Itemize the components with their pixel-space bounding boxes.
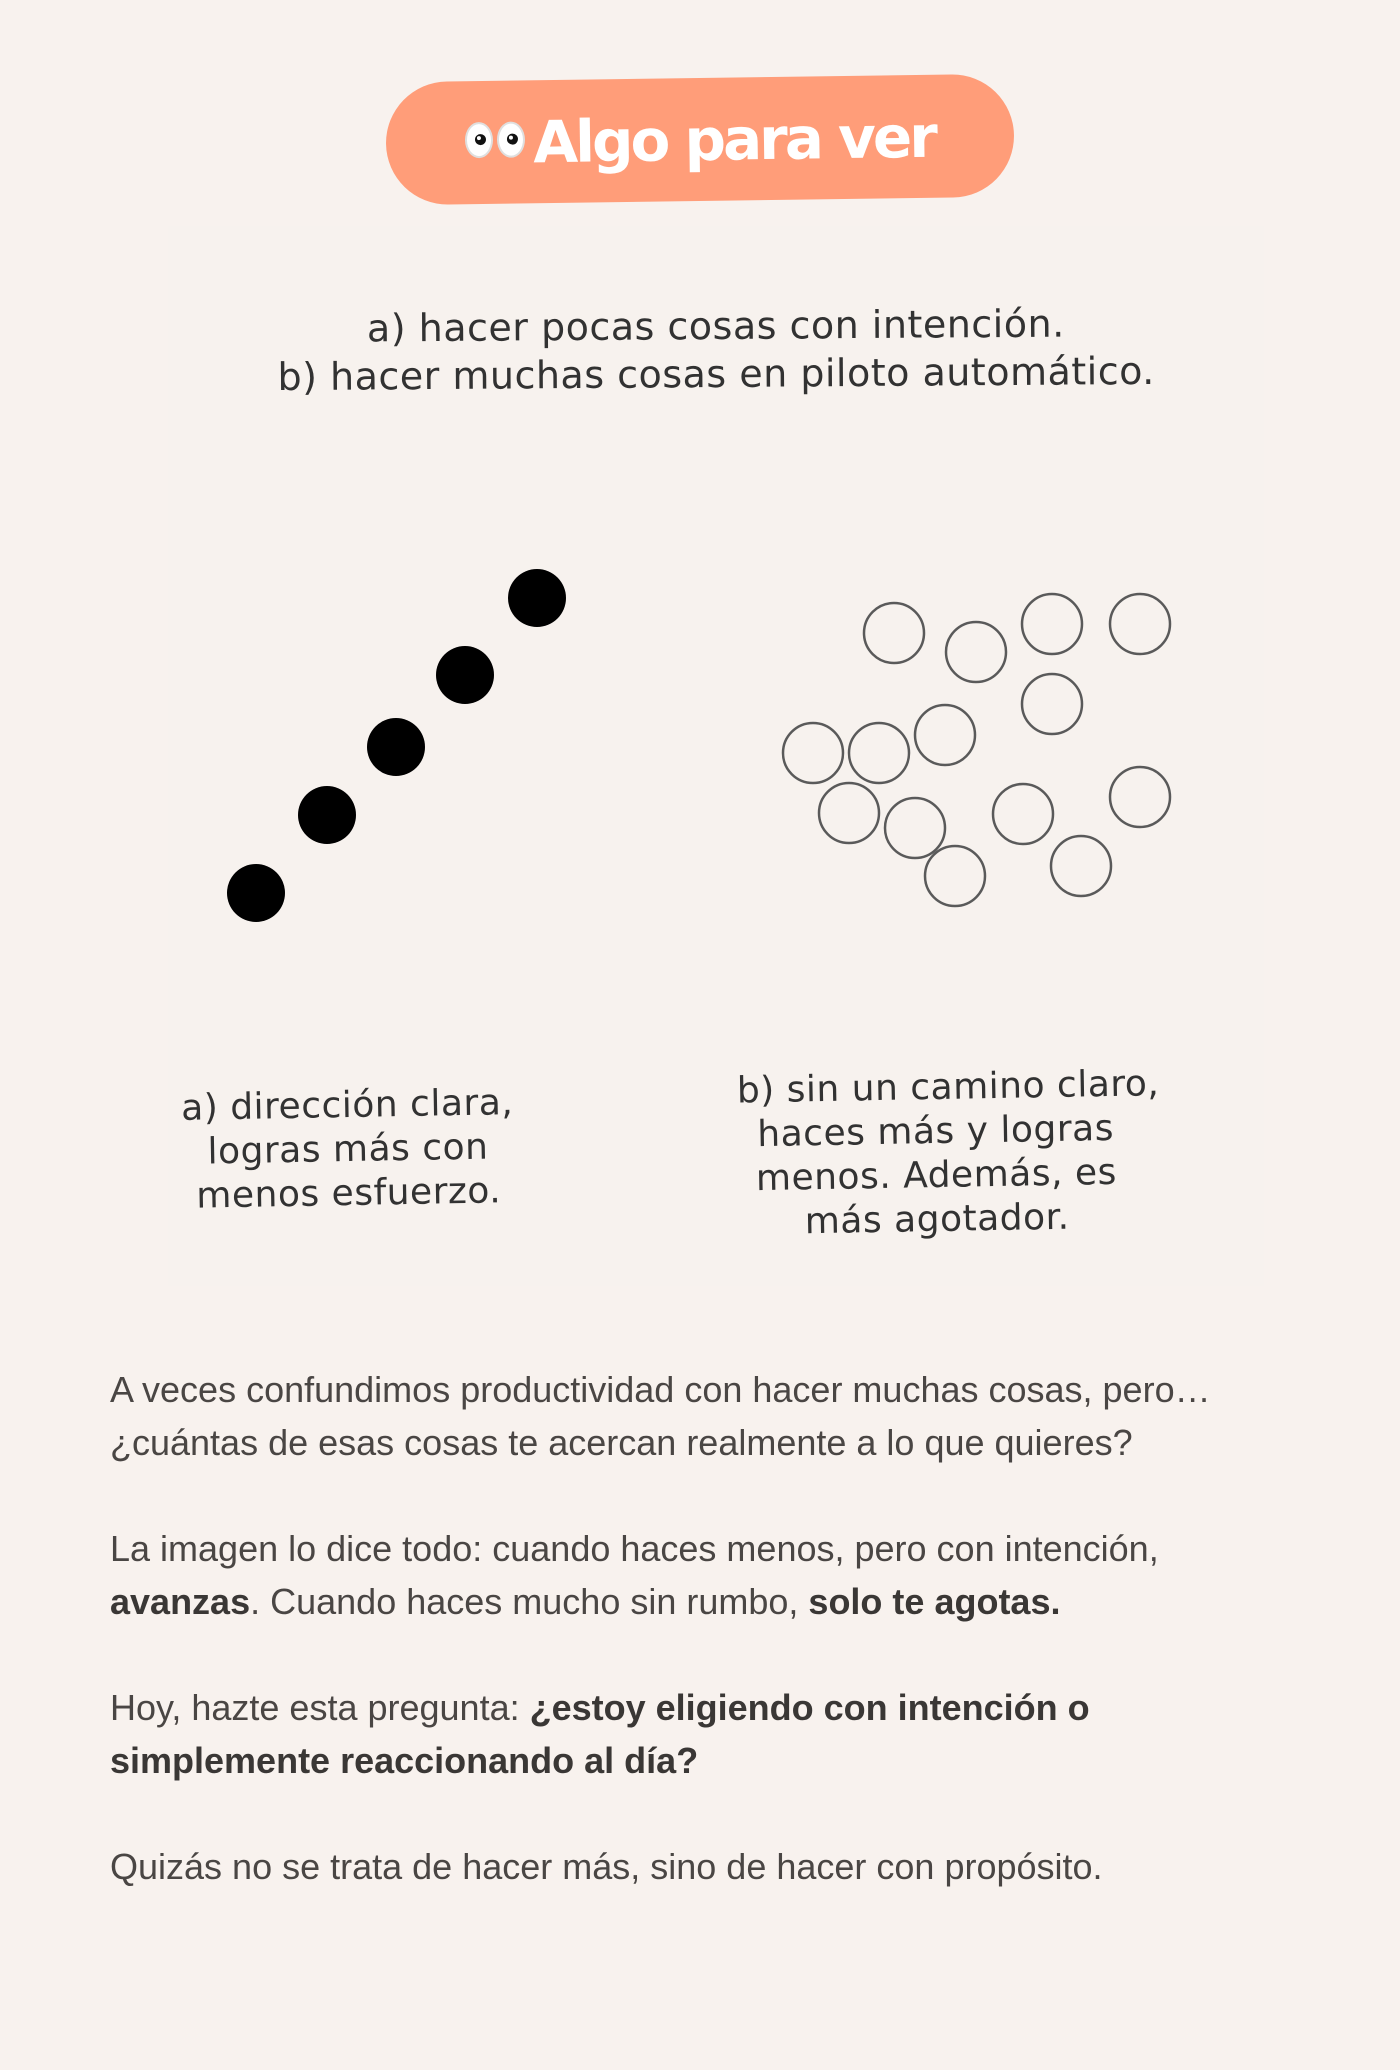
filled-dot (227, 864, 285, 922)
outline-dot (1110, 767, 1170, 827)
focused-dots-group (227, 569, 566, 922)
emphasis-avanzas: avanzas (110, 1581, 251, 1622)
caption-line: a) dirección clara, (180, 1082, 514, 1129)
paragraph-1: A veces confundimos productividad con hacer muchas cosas, pero… ¿cuántas de esas cosas te acercan realmente a lo que quieres? (110, 1369, 1211, 1463)
caption-line: haces más y logras (756, 1107, 1115, 1156)
caption-right-panel (736, 1063, 1160, 1246)
outline-dot (1022, 594, 1082, 654)
filled-dot (367, 718, 425, 776)
caption-line: más agotador. (804, 1196, 1070, 1243)
filled-dot (298, 786, 356, 844)
outline-dot (885, 798, 945, 858)
emphasis-solo-te-agotas: solo te agotas. (808, 1581, 1061, 1622)
top-caption-line-b: b) hacer muchas cosas en piloto automático. (277, 348, 1155, 400)
outline-dot (1022, 674, 1082, 734)
caption-left-panel (167, 1081, 529, 1219)
filled-dot (436, 646, 494, 704)
caption-line: menos esfuerzo. (196, 1170, 502, 1217)
emphasis-question: ¿estoy eligiendo con intención o simplemente reaccionando al día? (110, 1687, 1090, 1781)
paragraph-4: Quizás no se trata de hacer más, sino de hacer con propósito. (110, 1846, 1103, 1887)
section-title: Algo para ver (532, 102, 936, 176)
intention-vs-autopilot-illustration (168, 226, 1264, 1286)
paragraph-3-text: Hoy, hazte esta pregunta: (110, 1687, 530, 1728)
caption-line: logras más con (207, 1126, 489, 1173)
outline-dot (864, 603, 924, 663)
paragraph-2-text: . Cuando haces mucho sin rumbo, (250, 1581, 809, 1622)
top-caption-line-a: a) hacer pocas cosas con intención. (366, 301, 1065, 351)
outline-dot (993, 784, 1053, 844)
section-title-banner (385, 74, 1015, 206)
article-body (110, 1363, 1310, 1946)
paragraph-2-text: La imagen lo dice todo: cuando haces menos, pero con intención, (110, 1528, 1159, 1569)
filled-dot (508, 569, 566, 627)
caption-line: b) sin un camino claro, (736, 1063, 1160, 1112)
outline-dot (1051, 836, 1111, 896)
outline-dot (783, 723, 843, 783)
outline-dot (915, 705, 975, 765)
eyes-icon (465, 121, 525, 158)
outline-dot (819, 783, 879, 843)
outline-dot (925, 846, 985, 906)
outline-dot (849, 723, 909, 783)
caption-line: menos. Además, es (755, 1151, 1118, 1200)
paragraph-3 (110, 1681, 1310, 1787)
outline-dot (946, 622, 1006, 682)
outline-dot (1110, 594, 1170, 654)
paragraph-2 (110, 1522, 1310, 1628)
scattered-dots-group (783, 594, 1170, 906)
